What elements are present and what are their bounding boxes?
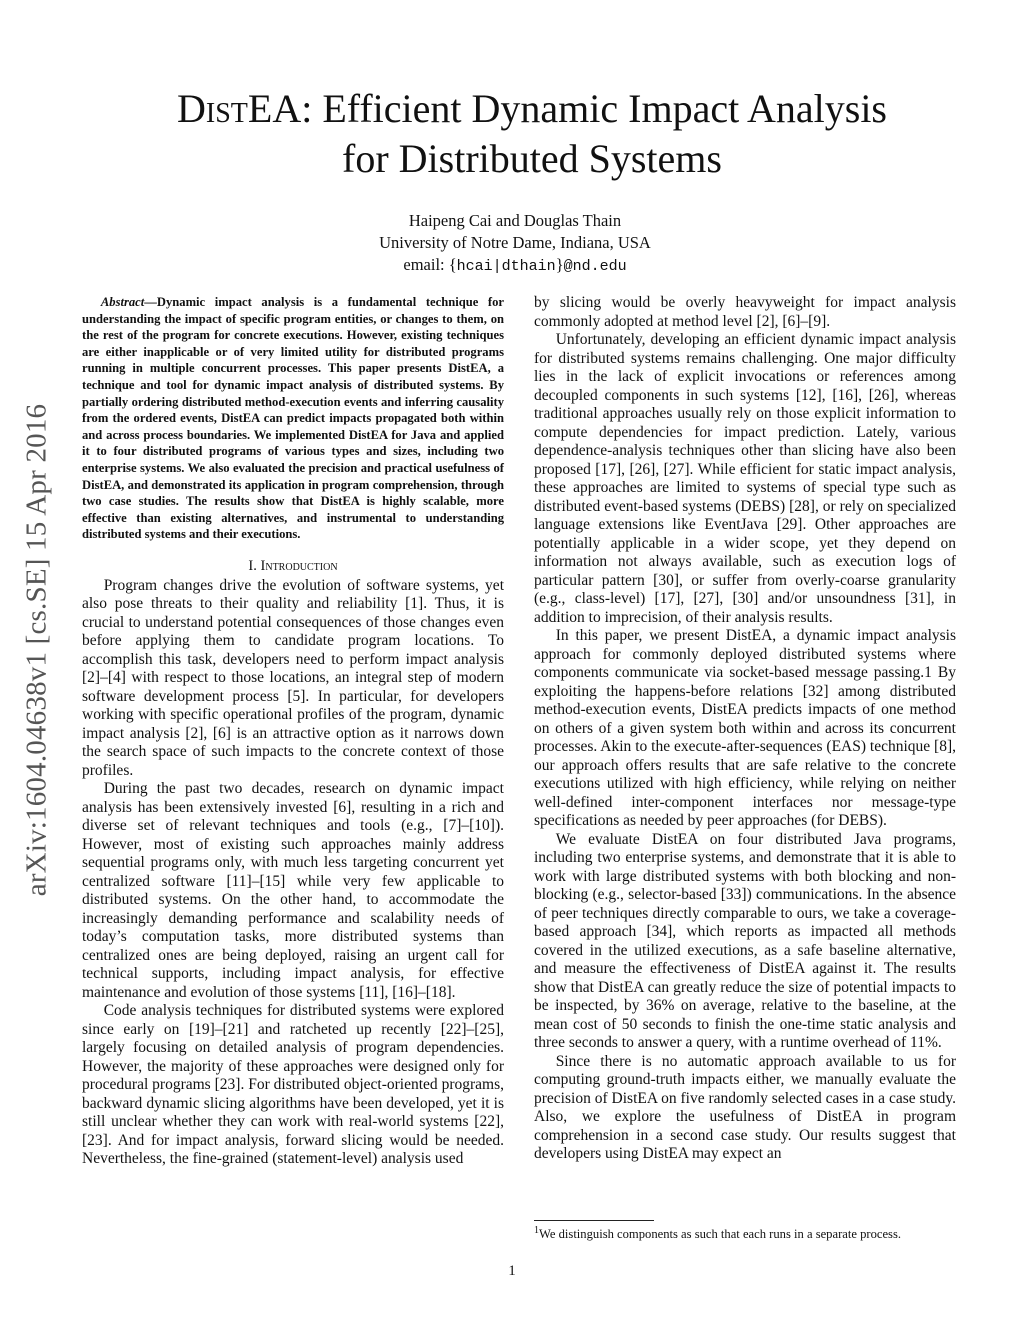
- abstract: [82, 294, 504, 543]
- title-line1-rest: : Efficient Dynamic Impact Analysis: [301, 86, 887, 131]
- author-block: [300, 210, 730, 278]
- paragraph: Code analysis techniques for distributed systems were explored since early on [19]–[21] and ratcheted up recently [22]–[25], largely focusing on detailed analysis of program dependencies. However, the majority of these approaches were designed only for procedural programs [23]. For distributed object-oriented programs, backward dynamic slicing algorithms have been developed, yet it is still unclear whether they can work with real-world systems [22], [23]. And for impact analysis, forward slicing would be needed. Nevertheless, the fine-grained (statement-level) analysis used: [82, 1002, 504, 1168]
- footnote: [534, 1226, 964, 1242]
- paragraph: In this paper, we present DistEA, a dynamic impact analysis approach for commonly deployed distributed systems where components communicate via socket-based message passing.1 By exploiting the happens-before relations [32] among distributed method-execution events, DistEA predicts impacts of one method on others of a given system both within and across its concurrent processes. Akin to the execute-after-sequences (EAS) technique [8], our approach offers results that are safe relative to the concrete executions utilized with high efficiency, while relying on neither well-defined inter-component interfaces nor message-type specifications as needed by peer approaches (for DEBS).: [534, 627, 956, 829]
- section-title: Introduction: [260, 557, 338, 574]
- abstract-text: —Dynamic impact analysis is a fundamental technique for understanding the impact of specific program entities, or changes to them, on the rest of the program for concrete executions. However, existing techniques are either inapplicable or of very limited utility for distributed programs running in multiple concurrent processes. This paper presents DistEA, a technique and tool for dynamic impact analysis of distributed systems. By partially ordering distributed method-execution events and inferring causality from the ordered events, DistEA can predict impacts propagated both within and across process boundaries. We implemented DistEA for Java and applied it to four distributed programs of various types and sizes, including two enterprise systems. We also evaluated the precision and practical usefulness of DistEA, and demonstrated its application in program comprehension, through two case studies. The results show that DistEA is highly scalable, more effective than existing alternatives, and instrumental to understanding distributed systems and their executions.: [82, 295, 504, 542]
- section-number: I.: [248, 557, 261, 574]
- email-domain: @nd.edu: [563, 258, 627, 275]
- paper-title: [80, 84, 984, 184]
- paragraph: Unfortunately, developing an efficient dynamic impact analysis for distributed systems remains challenging. One major difficulty lies in the lack of explicit invocations or references among decoupled components in such systems [12], [16], [26], whereas traditional approaches usually rely on those explicit information to compute dependencies for impact prediction. Lately, various dependence-analysis techniques other than slicing have also been proposed [17], [26], [27]. While efficient for static impact analysis, these approaches are limited to systems of special type such as distributed event-based systems (DEBS) [28], or rely on specialized language extensions like EventJava [29]. Other approaches are potentially applicable in a wider scope, yet they depend on information not always available, such as execution logs of particular pattern [30], or suffer from overly-coarse granularity (e.g., class-level) [17], [27], [30] and/or unsoundness [31], in addition to imprecision, of their analysis results.: [534, 331, 956, 626]
- email-close-brace: }: [555, 255, 564, 274]
- footnote-mark: 1: [534, 1224, 539, 1236]
- left-column: [82, 294, 504, 1169]
- email-label: email:: [403, 255, 449, 274]
- paragraph: Program changes drive the evolution of software systems, yet also pose threats to their quality and reliability [1]. Thus, it is crucial to understand potential consequences of those changes even before applying them to candidate program locations. To accomplish this task, developers need to perform impact analysis [2]–[4] with respect to those locations, an integral step of modern software development process [5]. In particular, for developers working with specific operational profiles of the program, dynamic impact analysis [2], [6] is an attractive option as it narrows down the search space of such impacts to the concrete context of those profiles.: [82, 576, 504, 779]
- footnote-divider: [534, 1220, 654, 1221]
- arxiv-sidebar: [14, 350, 60, 950]
- author-names: Haipeng Cai and Douglas Thain: [408, 211, 622, 230]
- paragraph: Since there is no automatic approach available to us for computing ground-truth impacts either, we manually evaluate the precision of DistEA on five randomly selected cases in a case study. Also, we explore the usefulness of DistEA in program comprehension in a second case study. Our results suggest that developers using DistEA may expect an: [534, 1052, 956, 1162]
- email-users: hcai|dthain: [456, 258, 556, 275]
- title-tool-name: DistEA: [177, 86, 302, 131]
- author-email: [300, 254, 730, 278]
- arxiv-identifier: arXiv:1604.04638v1 [cs.SE] 15 Apr 2016: [20, 403, 53, 897]
- abstract-lead: Abstract: [100, 295, 145, 309]
- page-number: 1: [508, 1263, 516, 1279]
- paragraph: During the past two decades, research on dynamic impact analysis has been extensively invested [6], resulting in a rich and diverse set of relevant techniques and tools (e.g., [7]–[10]). However, most of existing such approaches mainly address sequential programs only, with much less targeting concurrent yet centralized software [11]–[15] while very few applicable to distributed systems. On the other hand, to accommodate the increasingly demanding performance and scalability needs of today’s computation tasks, more distributed systems than centralized ones are being deployed, raising an urgent call for technical supports, including impact analysis, for effective maintenance and evolution of those systems [11], [16]–[18].: [82, 780, 504, 1001]
- section-heading-introduction: [82, 557, 504, 575]
- paragraph: We evaluate DistEA on four distributed Java programs, including two enterprise systems, and demonstrate that it is able to work with large distributed systems with both blocking and non-blocking (e.g., selector-based [33]) communications. In the absence of peer techniques directly comparable to ours, we take a coverage-based approach [34], which reports as impacted all methods covered in the utilized executions, as a safe baseline alternative, and measure the effectiveness of DistEA against it. The results show that DistEA can greatly reduce the size of potential impacts to be inspected, by 36% on average, relative to the baseline, at the mean cost of 50 seconds to finish the one-time static analysis and three seconds to answer a query, with a runtime overhead of 11%.: [534, 830, 956, 1051]
- paragraph: by slicing would be overly heavyweight for impact analysis commonly adopted at method level [2], [6]–[9].: [534, 294, 956, 330]
- right-column: [534, 294, 956, 1164]
- email-open-brace: {: [448, 255, 457, 274]
- author-affiliation: University of Notre Dame, Indiana, USA: [379, 233, 651, 252]
- footnote-text: We distinguish components as such that each runs in a separate process.: [539, 1227, 902, 1241]
- title-line2: for Distributed Systems: [342, 136, 722, 181]
